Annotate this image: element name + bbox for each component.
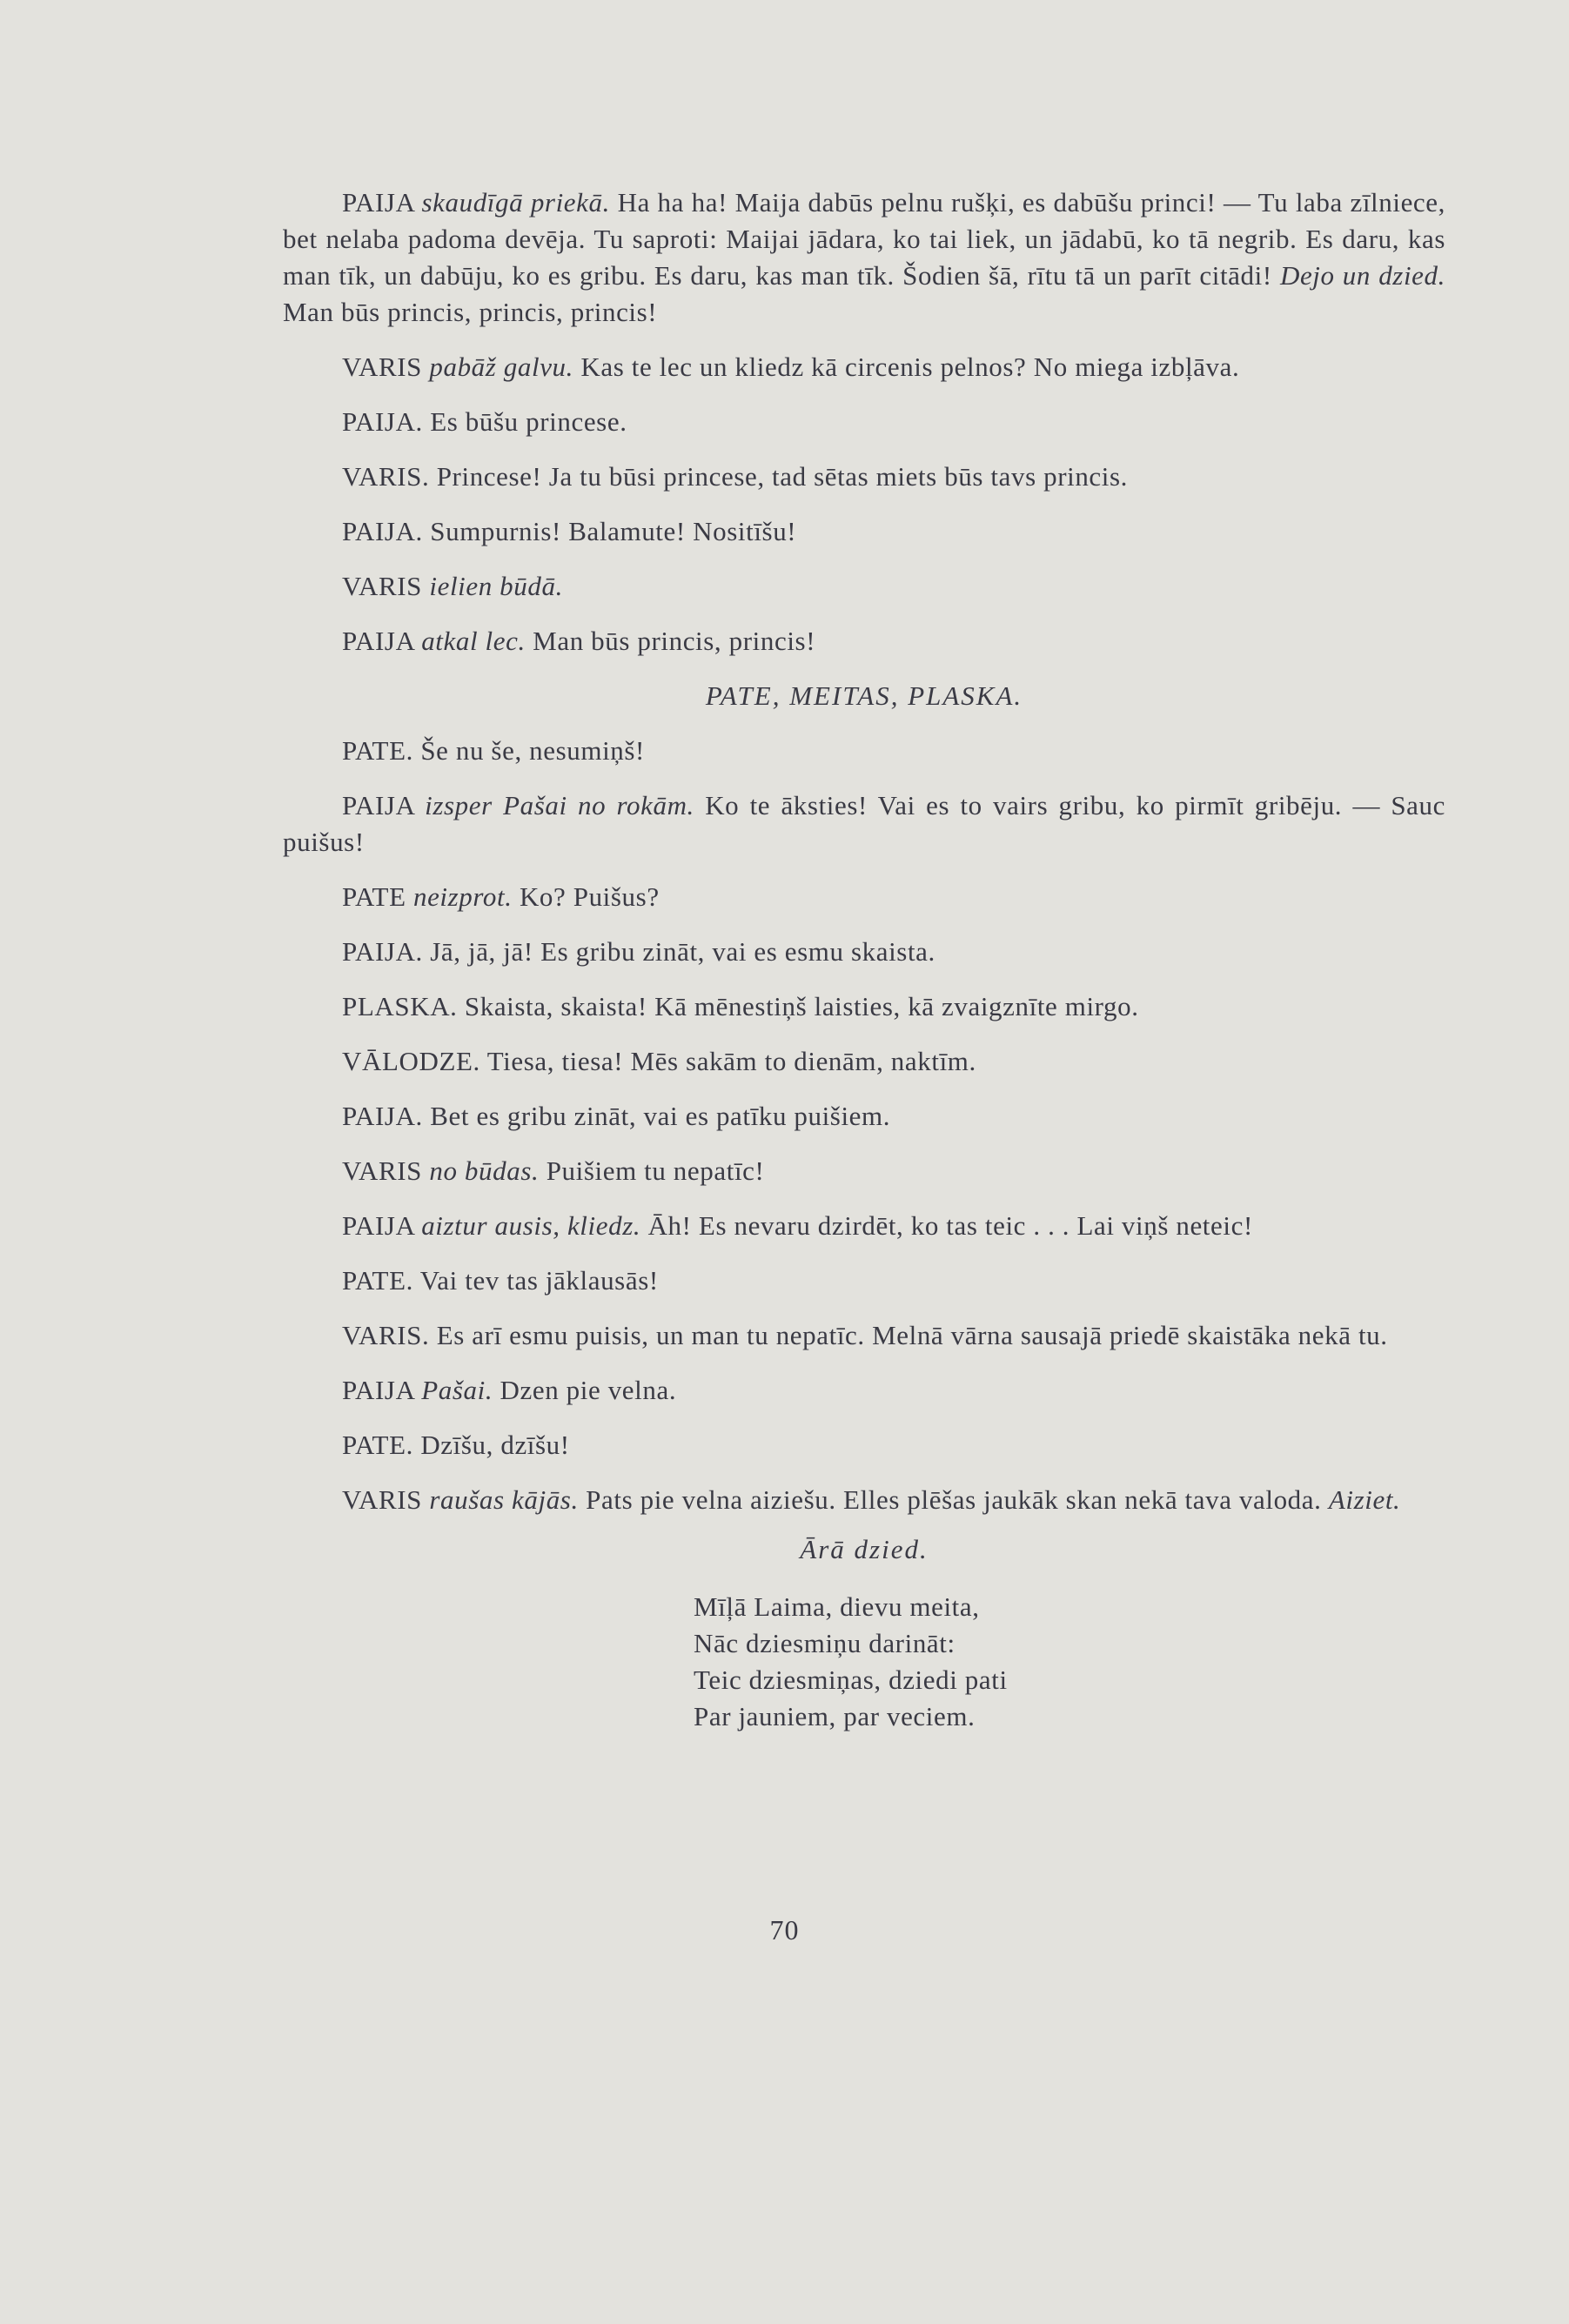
dialogue-paragraph [283, 733, 1445, 769]
dialogue-text: Man būs princis, princis! [525, 626, 816, 656]
dialogue-text: VARIS. Princese! Ja tu būsi princese, tad sētas miets būs tavs princis. [342, 461, 1129, 492]
dialogue-text: PAIJA. Sumpurnis! Balamute! Nositīšu! [342, 516, 797, 546]
dialogue-text: Āh! Es nevaru dzirdēt, ko tas teic . . . Lai viņš neteic! [640, 1210, 1253, 1241]
stage-direction: Aiziet. [1328, 1484, 1401, 1515]
stage-direction: aiztur ausis, kliedz. [421, 1210, 641, 1241]
dialogue-text: PAIJA [342, 1375, 422, 1405]
dialogue-paragraph [283, 1427, 1445, 1463]
verse-line: Nāc dziesmiņu darināt: [694, 1628, 955, 1658]
dialogue-text: Ha ha ha! Maija dabūs pelnu rušķi, es dabūšu princi! — Tu laba zīlniece, bet nelaba padoma devēja. Tu saproti: Maijai jādara, ko tai liek, un jādabū, ko tā negrib. Es daru, kas man tīk, un dabūju, ko es gribu. Es daru, kas man tīk. Šodien šā, rītu tā un parīt citādi! [283, 187, 1445, 291]
stage-direction: Dejo un dzied. [1279, 260, 1445, 291]
dialogue-text: PATE [342, 881, 413, 912]
dialogue-text: PAIJA. Jā, jā, jā! Es gribu zināt, vai es esmu skaista. [342, 936, 935, 967]
dialogue-text: PATE. Dzīšu, dzīšu! [342, 1430, 570, 1460]
stage-direction: pabāž galvu. [429, 352, 574, 382]
dialogue-paragraph [283, 1153, 1445, 1189]
dialogue-paragraph [283, 1098, 1445, 1135]
dialogue-paragraph [283, 623, 1445, 660]
song-heading: Ārā dzied. [800, 1534, 929, 1564]
dialogue-text: PATE. Še nu še, nesumiņš! [342, 735, 645, 766]
dialogue-paragraph [283, 459, 1445, 495]
dialogue-paragraph [283, 934, 1445, 970]
dialogue-text: VARIS [342, 1484, 430, 1515]
dialogue-text: VARIS [342, 571, 430, 601]
verse-line: Par jauniem, par veciem. [694, 1701, 976, 1731]
stage-direction: neizprot. [412, 881, 513, 912]
dialogue-paragraph [283, 404, 1445, 440]
stage-direction: raušas kājās. [429, 1484, 579, 1515]
dialogue-paragraph [283, 513, 1445, 550]
page-number: 70 [769, 1914, 800, 1946]
scene-heading: PATE, MEITAS, PLASKA. [705, 680, 1023, 711]
dialogue-text: VARIS [342, 352, 430, 382]
dialogue-text: Ko te āksties! Vai es to vairs gribu, ko pirmīt gribēju. — Sauc puišus! [283, 790, 1445, 857]
dialogue-text: Dzen pie velna. [493, 1375, 677, 1405]
dialogue-text: PAIJA [342, 626, 422, 656]
stage-direction: Pašai. [421, 1375, 493, 1405]
dialogue-text: PAIJA [342, 187, 422, 218]
dialogue-text: PAIJA [342, 1210, 422, 1241]
dialogue-paragraph [283, 1317, 1445, 1354]
verse-line: Teic dziesmiņas, dziedi pati [694, 1664, 1008, 1695]
dialogue-text: VĀLODZE. Tiesa, tiesa! Mēs sakām to dienām, naktīm. [342, 1046, 976, 1076]
dialogue-text: PAIJA. Bet es gribu zināt, vai es patīku puišiem. [342, 1101, 891, 1131]
dialogue-paragraph [283, 879, 1445, 915]
dialogue-paragraph [283, 1262, 1445, 1299]
dialogue-text: VARIS. Es arī esmu puisis, un man tu nepatīc. Melnā vārna sausajā priedē skaistāka nekā tu. [342, 1320, 1388, 1350]
stage-direction: no būdas. [429, 1155, 540, 1186]
dialogue-paragraph [283, 988, 1445, 1025]
verse-line: Mīļā Laima, dievu meita, [694, 1591, 980, 1622]
dialogue-text: VARIS [342, 1155, 430, 1186]
dialogue-paragraph [283, 1372, 1445, 1409]
dialogue-block [283, 733, 1445, 1518]
verse [694, 1589, 1445, 1735]
dialogue-paragraph [283, 184, 1445, 331]
dialogue-paragraph [283, 1208, 1445, 1244]
page-text [283, 184, 1445, 1735]
dialogue-text: Pats pie velna aiziešu. Elles plēšas jaukāk skan nekā tava valoda. [578, 1484, 1329, 1515]
dialogue-text: PLASKA. Skaista, skaista! Kā mēnestiņš laisties, kā zvaigznīte mirgo. [342, 991, 1139, 1021]
dialogue-text: Puišiem tu nepatīc! [539, 1155, 765, 1186]
dialogue-text: PAIJA. Es būšu princese. [342, 406, 627, 437]
stage-direction: atkal lec. [421, 626, 526, 656]
dialogue-text: Man būs princis, princis, princis! [283, 297, 658, 327]
dialogue-paragraph [283, 1482, 1445, 1518]
dialogue-paragraph [283, 568, 1445, 605]
dialogue-text: Kas te lec un kliedz kā circenis pelnos? No miega izbļāva. [573, 352, 1240, 382]
dialogue-text: PATE. Vai tev tas jāklausās! [342, 1265, 659, 1296]
dialogue-text: Ko? Puišus? [512, 881, 660, 912]
stage-direction: izsper Pašai no rokām. [425, 790, 694, 820]
dialogue-paragraph [283, 1043, 1445, 1080]
dialogue-paragraph [283, 349, 1445, 385]
stage-direction: skaudīgā priekā. [421, 187, 610, 218]
stage-direction: ielien būdā. [429, 571, 563, 601]
dialogue-text: PAIJA [342, 790, 426, 820]
dialogue-paragraph [283, 787, 1445, 861]
dialogue-block [283, 184, 1445, 660]
